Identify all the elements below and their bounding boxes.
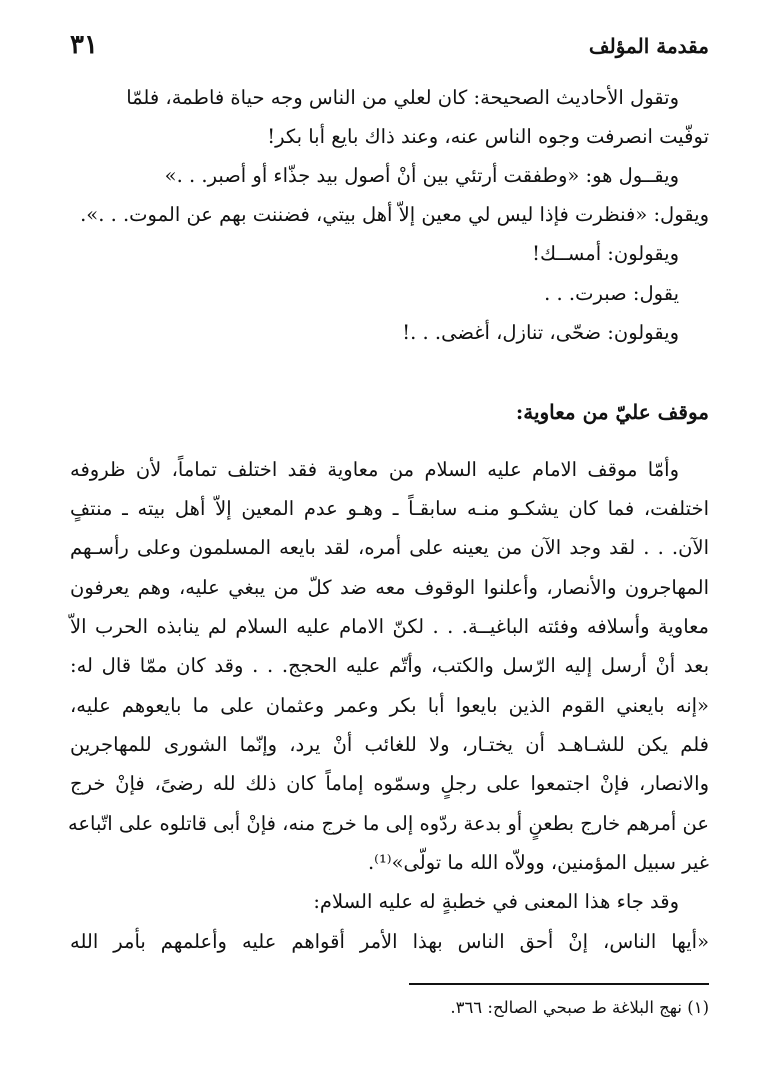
body-line: ويقولون: ضحّى، تنازل، أغضى. . .!	[402, 321, 679, 344]
footnote-divider	[409, 983, 709, 985]
body-line: ويقول: «فنظرت فإذا ليس لي معين إلاّ أهل بيتي، فضننت بهم عن الموت. . .».	[80, 203, 709, 226]
body-line: «إنه بايعني القوم الذين بايعوا أبا بكر وعمر وعثمان على ما بايعوهم عليه،	[70, 694, 709, 717]
body-line: توفّيت انصرفت وجوه الناس عنه، وعند ذاك بايع أبا بكر!	[267, 125, 709, 148]
footnote: (١) نهج البلاغة ط صبحي الصالح: ٣٦٦.	[450, 998, 709, 1017]
body-line: فلم يكن للشـاهـد أن يختـار، ولا للغائب أنْ يرد، وإنّما الشورى للمهاجرين	[70, 733, 709, 756]
body-line: «أيها الناس، إنْ أحق الناس بهذا الأمر أقواهم عليه وأعلمهم بأمر الله	[70, 930, 709, 953]
body-line: الآن. . . لقد وجد الآن من يعينه على أمره، لقد بايعه المسلمون وعلى رأسـهم	[70, 536, 709, 559]
body-line: ويقــول هو: «وطفقت أرتئي بين أنْ أصول بيد جذّاء أو أصبر. . .»	[164, 164, 679, 187]
body-line: وأمّا موقف الامام عليه السلام من معاوية فقد اختلف تماماً، لأن ظروفه	[70, 458, 679, 481]
body-line: بعد أنْ أرسل إليه الرّسل والكتب، وأتّم عليه الحجج. . . وقد كان ممّا قال له:	[70, 654, 709, 677]
section-heading: موقف عليّ من معاوية:	[515, 400, 709, 424]
body-line: المهاجرون والأنصار، وأعلنوا الوقوف معه ضد كلّ من يبغي عليه، وهم يعرفون	[70, 576, 709, 599]
body-line: اختلفت، فما كان يشكـو منـه سابقـاً ـ وهـو عدم المعين إلاّ أهل بيته ـ منتفٍ	[70, 497, 709, 520]
body-line: والانصار، فإنْ اجتمعوا على رجلٍ وسمّوه إماماً كان ذلك لله رضىً، فإنْ خرج	[70, 772, 709, 795]
body-line: غير سبيل المؤمنين، وولاّه الله ما تولّى»⁽¹⁾.	[367, 851, 709, 874]
body-line: يقول: صبرت. . .	[544, 282, 679, 305]
page-header	[70, 30, 709, 64]
body-line: وقد جاء هذا المعنى في خطبةٍ له عليه السلام:	[313, 890, 679, 913]
running-title: مقدمة المؤلف	[588, 34, 709, 58]
body-line: عن أمرهم خارج بطعنٍ أو بدعة ردّوه إلى ما خرج منه، فإنْ أبى قاتلوه على اتّباعه	[67, 812, 709, 835]
body-line: وتقول الأحاديث الصحيحة: كان لعلي من الناس وجه حياة فاطمة، فلمّا	[126, 86, 679, 109]
page-number: ٣١	[70, 30, 98, 60]
body-line: ويقولون: أمســك!	[532, 242, 679, 265]
body-line: معاوية وأسلافه وفئته الباغيــة. . . لكنّ الامام عليه السلام لم ينابذه الحرب الاّ	[70, 615, 709, 638]
